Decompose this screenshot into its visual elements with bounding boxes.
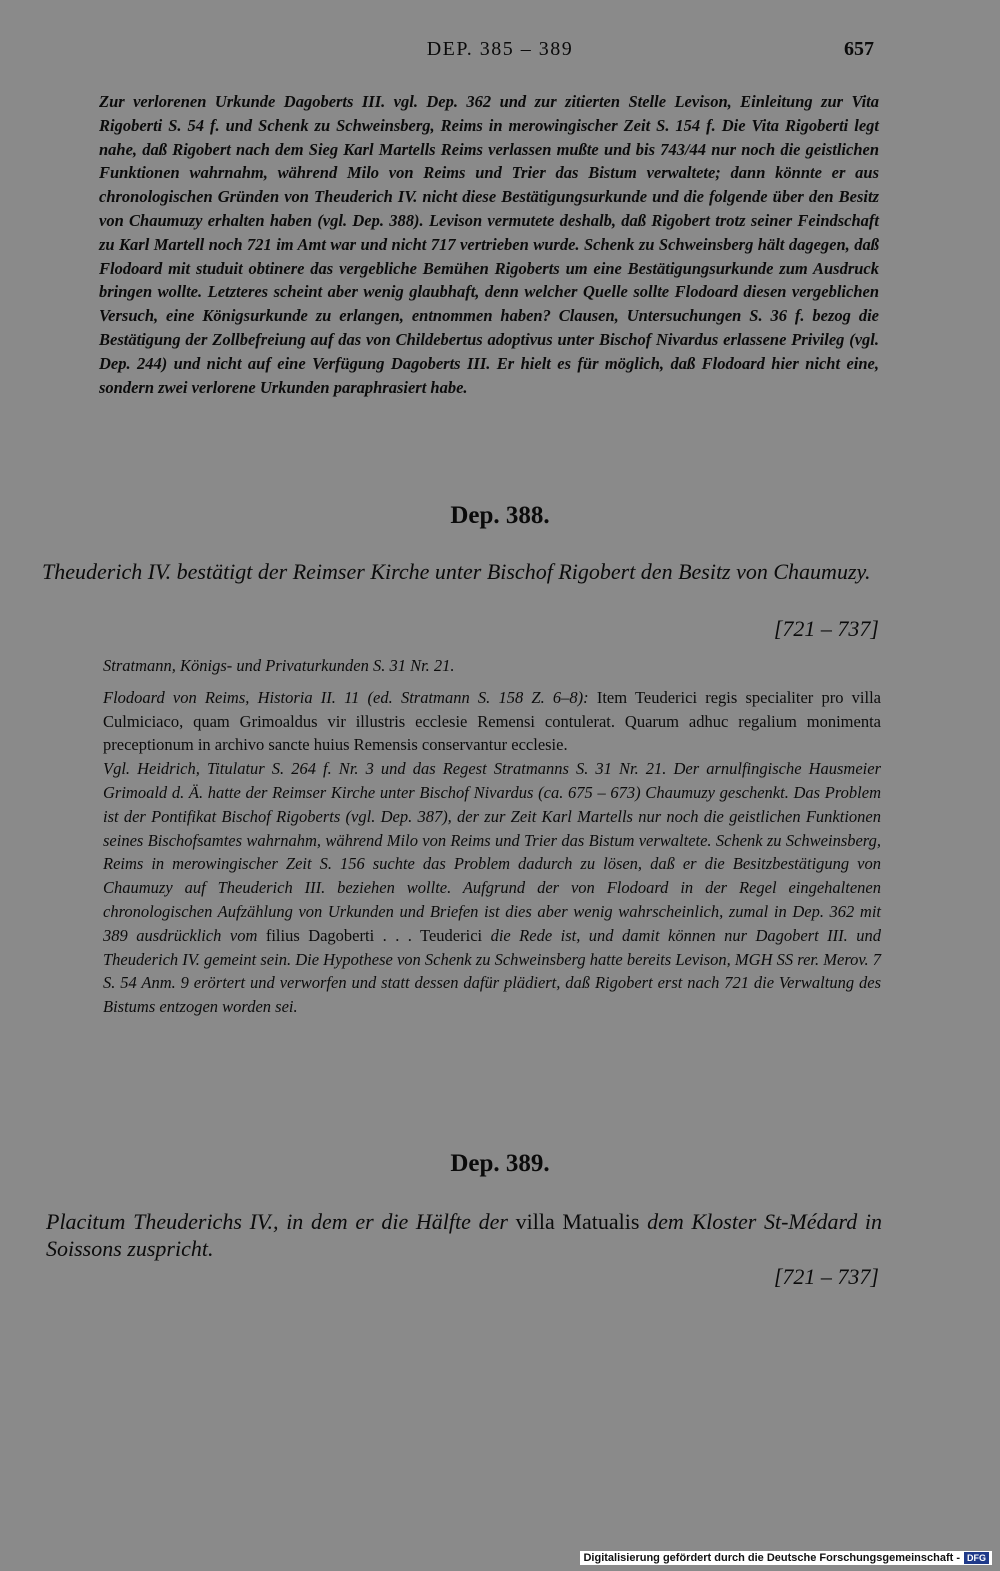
dep389-regest-a: Placitum Theuderichs IV., in dem er die Hälfte der bbox=[46, 1209, 508, 1234]
dfg-logo-icon: DFG bbox=[964, 1552, 989, 1564]
dep389-regest-c: dem Kloster St-Médard in Soissons zuspricht. bbox=[46, 1209, 883, 1261]
dep388-regest-block bbox=[42, 558, 880, 585]
dep388-comment-a: Vgl. Heidrich, Titulatur S. 264 f. Nr. 3 und das Regest Stratmanns S. 31 Nr. 21. Der arnulfingische Hausmeier Grimoald d. Ä. hatte der Reimser Kirche unter Bischof Nivardus (ca. 675 – 673) Chaumuzy geschenkt. Das Problem ist der Pontifikat Bischof Rigoberts (vgl. Dep. 387), der zur Zeit Karl Martells nur noch die geistlichen Funktionen seines Bischofsamtes wahrnahm, während Milo von Reims und Trier das Bistum verwaltete. Schenk zu Schweinsberg, Reims in merowingischer Zeit S. 156 suchte das Problem dadurch zu lösen, daß er die Besitzbestätigung von Chaumuzy auf Theuderich III. beziehen wollte. Aufgrund der von Flodoard in der Regel eingehaltenen chronologischen Aufzählung von Urkunden und Briefen ist dies aber wenig wahrscheinlich, zumal in Dep. 362 mit 389 ausdrücklich vom bbox=[103, 759, 881, 945]
dep388-comment bbox=[103, 757, 881, 1019]
dep389-heading: Dep. 389. bbox=[450, 1150, 550, 1177]
dep388-source-quote: Item Teuderici regis specialiter pro villa Culmiciaco, quam Grimoaldus vir illustris ecclesie Remensi contulerat. Quarum adhuc regalium monimenta preceptionum in archivo sancte huius Remensis conservantur ecclesie. bbox=[103, 687, 881, 755]
top-note bbox=[99, 90, 879, 399]
dep389-regest-block bbox=[46, 1208, 882, 1262]
dep389-regest bbox=[46, 1208, 882, 1262]
dep388-heading: Dep. 388. bbox=[450, 502, 550, 529]
top-note-text: Zur verlorenen Urkunde Dagoberts III. vgl. Dep. 362 und zur zitierten Stelle Levison, Einleitung zur Vita Rigoberti S. 54 f. und Schenk zu Schweinsberg, Reims in merowingischer Zeit S. 154 f. Die Vita Rigoberti legt nahe, daß Rigobert nach dem Sieg Karl Martells Reims verlassen mußte und bis 743/44 nur noch die geistlichen Funktionen wahrnahm, während Milo von Reims und Trier das Bistum verwaltete; dann könnte er aus chronologischen Gründen von Theuderich IV. nicht diese Bestätigungsurkunde und die folgende über den Besitz von Chaumuzy erhalten haben (vgl. Dep. 388). Levison vermutete deshalb, daß Rigobert trotz seiner Feindschaft zu Karl Martell noch 721 im Amt war und nicht 717 vertrieben wurde. Schenk zu Schweinsberg hält dagegen, daß Flodoard mit studuit obtinere das vergebliche Bemühen Rigoberts um eine Bestätigungsurkunde zum Ausdruck bringen wollte. Letzteres scheint aber wenig glaubhaft, denn welcher Quelle sollte Flodoard diesen vergeblichen Versuch, eine Königsurkunde zu erlangen, entnommen haben? Clausen, Untersuchungen S. 36 f. bezog die Bestätigung der Zollbefreiung auf das von Childebertus adoptivus unter Bischof Nivardus erlassene Privileg (vgl. Dep. 244) und nicht auf eine Verfügung Dagoberts III. Er hielt es für möglich, daß Flodoard hier nicht eine, sondern zwei verlorene Urkunden paraphrasiert habe. bbox=[99, 92, 879, 397]
dep388-date: [721 – 737] bbox=[773, 616, 879, 641]
dep388-source-ref: Flodoard von Reims, Historia II. 11 (ed. Stratmann S. 158 Z. 6–8): bbox=[103, 687, 589, 707]
dep388-comment-b: filius Dagoberti . . . Teuderici bbox=[265, 925, 483, 945]
dep389-date: [721 – 737] bbox=[773, 1264, 879, 1289]
dep389-regest-b: villa Matualis bbox=[515, 1209, 640, 1234]
dep388-edition: Stratmann, Königs- und Privaturkunden S. 31 Nr. 21. bbox=[103, 656, 455, 675]
page-number: 657 bbox=[844, 38, 874, 60]
dep388-source bbox=[103, 686, 881, 757]
dep388-comment-c: die Rede ist, und damit können nur Dagobert III. und Theuderich IV. gemeint sein. Die Hypothese von Schenk zu Schweinsberg hatte bereits Levison, MGH SS rer. Merov. 7 S. 54 Anm. 9 erörtert und verworfen und statt dessen dafür plädiert, daß Rigobert erst nach 721 die Verwaltung des Bistums entzogen worden sei. bbox=[103, 925, 881, 1017]
footer-credit bbox=[580, 1551, 992, 1565]
dep388-body bbox=[103, 654, 881, 1019]
dep388-regest: Theuderich IV. bestätigt der Reimser Kirche unter Bischof Rigobert den Besitz von Chaumuzy. bbox=[42, 559, 871, 584]
running-head: DEP. 385 – 389 bbox=[426, 38, 574, 60]
footer-text: Digitalisierung gefördert durch die Deutsche Forschungsgemeinschaft - bbox=[583, 1552, 960, 1564]
